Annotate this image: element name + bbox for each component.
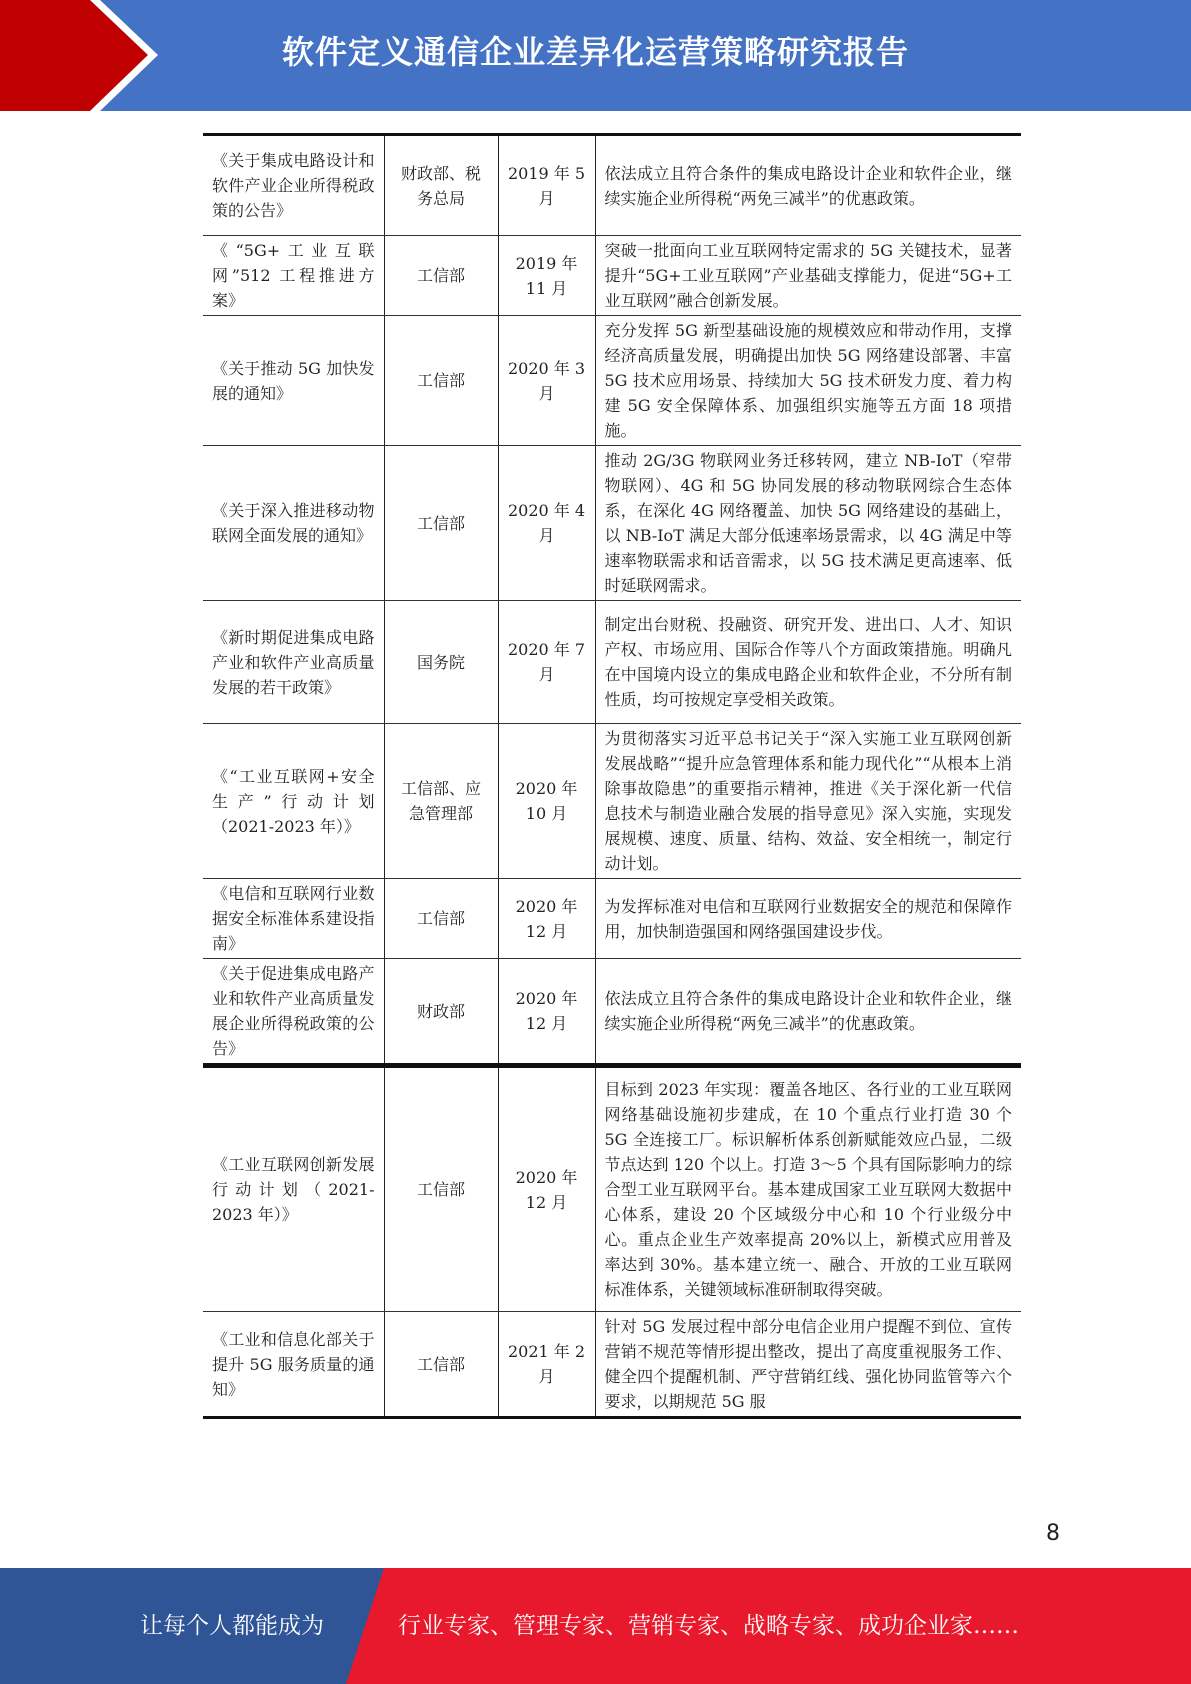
policy-table-2: [203, 1065, 1021, 1419]
policy-name: 《“工业互联网+安全生产”行动计划（2021-2023 年）》: [203, 724, 384, 879]
policy-department: 国务院: [384, 601, 498, 724]
policy-name: 《“5G+工业互联网”512 工程推进方案》: [203, 236, 384, 316]
policy-date: 2020 年 12 月: [498, 879, 595, 959]
policy-description: 突破一批面向工业互联网特定需求的 5G 关键技术，显著提升“5G+工业互联网”产业基础支撑能力，促进“5G+工业互联网”融合创新发展。: [595, 236, 1021, 316]
report-title: 软件定义通信企业差异化运营策略研究报告: [281, 33, 909, 71]
policy-date: 2020 年 10 月: [498, 724, 595, 879]
policy-department: 财政部: [384, 959, 498, 1065]
policy-description: 为贯彻落实习近平总书记关于“深入实施工业互联网创新发展战略”“提升应急管理体系和能力现代化”“从根本上消除事故隐患”的重要指示精神，推进《关于深化新一代信息技术与制造业融合发展的指导意见》深入实施，实现发展规模、速度、质量、结构、效益、安全相统一，制定行动计划。: [595, 724, 1021, 879]
policy-table-1: [203, 133, 1021, 1066]
policy-name: 《关于促进集成电路产业和软件产业高质量发展企业所得税政策的公告》: [203, 959, 384, 1065]
policy-name: 《工业互联网创新发展行动计划（2021-2023 年）》: [203, 1067, 384, 1312]
policy-description: 为发挥标准对电信和互联网行业数据安全的规范和保障作用，加快制造强国和网络强国建设步伐。: [595, 879, 1021, 959]
table-row: [203, 1312, 1021, 1418]
table-row: [203, 316, 1021, 446]
policy-date: 2020 年 12 月: [498, 959, 595, 1065]
policy-description: 依法成立且符合条件的集成电路设计企业和软件企业，继续实施企业所得税“两免三减半”的优惠政策。: [595, 959, 1021, 1065]
policy-date: 2019 年 11 月: [498, 236, 595, 316]
table-row: [203, 959, 1021, 1065]
footer-slogan-left: 让每个人都能成为: [140, 1613, 324, 1639]
policy-description: 针对 5G 发展过程中部分电信企业用户提醒不到位、宣传营销不规范等情形提出整改，提出了高度重视服务工作、健全四个提醒机制、严守营销红线、强化协同监管等六个要求，以期规范 5G 服: [595, 1312, 1021, 1418]
policy-name: 《关于深入推进移动物联网全面发展的通知》: [203, 446, 384, 601]
policy-department: 财政部、税务总局: [384, 135, 498, 236]
policy-name: 《关于推动 5G 加快发展的通知》: [203, 316, 384, 446]
page-footer: [0, 1568, 1191, 1684]
table-row: [203, 236, 1021, 316]
policy-description: 充分发挥 5G 新型基础设施的规模效应和带动作用，支撑经济高质量发展，明确提出加快 5G 网络建设部署、丰富 5G 技术应用场景、持续加大 5G 技术研发力度、着力构建 5G 安全保障体系、加强组织实施等五方面 18 项措施。: [595, 316, 1021, 446]
policy-date: 2020 年 3 月: [498, 316, 595, 446]
table-row: [203, 724, 1021, 879]
policy-date: 2020 年 12 月: [498, 1067, 595, 1312]
policy-department: 工信部: [384, 1312, 498, 1418]
policy-department: 工信部: [384, 446, 498, 601]
policy-department: 工信部: [384, 316, 498, 446]
policy-description: 依法成立且符合条件的集成电路设计企业和软件企业，继续实施企业所得税“两免三减半”的优惠政策。: [595, 135, 1021, 236]
policy-department: 工信部: [384, 1067, 498, 1312]
policy-department: 工信部、应急管理部: [384, 724, 498, 879]
policy-name: 《新时期促进集成电路产业和软件产业高质量发展的若干政策》: [203, 601, 384, 724]
policy-date: 2021 年 2 月: [498, 1312, 595, 1418]
policy-description: 推动 2G/3G 物联网业务迁移转网，建立 NB-IoT（窄带物联网）、4G 和 5G 协同发展的移动物联网综合生态体系，在深化 4G 网络覆盖、加快 5G 网络建设的基础上，以 NB-IoT 满足大部分低速率场景需求，以 4G 满足中等速率物联需求和话音需求，以 5G 技术满足更高速率、低时延联网需求。: [595, 446, 1021, 601]
policy-description: 制定出台财税、投融资、研究开发、进出口、人才、知识产权、市场应用、国际合作等八个方面政策措施。明确凡在中国境内设立的集成电路企业和软件企业，不分所有制性质，均可按规定享受相关政策。: [595, 601, 1021, 724]
table-row: [203, 135, 1021, 236]
page-header: [0, 0, 1191, 111]
policy-date: 2020 年 7 月: [498, 601, 595, 724]
policy-department: 工信部: [384, 879, 498, 959]
policy-description: 目标到 2023 年实现：覆盖各地区、各行业的工业互联网网络基础设施初步建成，在 10 个重点行业打造 30 个 5G 全连接工厂。标识解析体系创新赋能效应凸显，二级节点达到 120 个以上。打造 3～5 个具有国际影响力的综合型工业互联网平台。基本建成国家工业互联网大数据中心体系，建设 20 个区域级分中心和 10 个行业级分中心。重点企业生产效率提高 20%以上，新模式应用普及率达到 30%。基本建立统一、融合、开放的工业互联网标准体系，关键领域标准研制取得突破。: [595, 1067, 1021, 1312]
policy-date: 2020 年 4 月: [498, 446, 595, 601]
page-number: 8: [1046, 1521, 1060, 1546]
table-row: [203, 1067, 1021, 1312]
table-row: [203, 446, 1021, 601]
table-row: [203, 601, 1021, 724]
table-row: [203, 879, 1021, 959]
footer-slogan-right: 行业专家、管理专家、营销专家、战略专家、成功企业家……: [398, 1613, 1019, 1639]
policy-date: 2019 年 5 月: [498, 135, 595, 236]
policy-name: 《电信和互联网行业数据安全标准体系建设指南》: [203, 879, 384, 959]
policy-name: 《关于集成电路设计和软件产业企业所得税政策的公告》: [203, 135, 384, 236]
policy-department: 工信部: [384, 236, 498, 316]
policy-name: 《工业和信息化部关于提升 5G 服务质量的通知》: [203, 1312, 384, 1418]
